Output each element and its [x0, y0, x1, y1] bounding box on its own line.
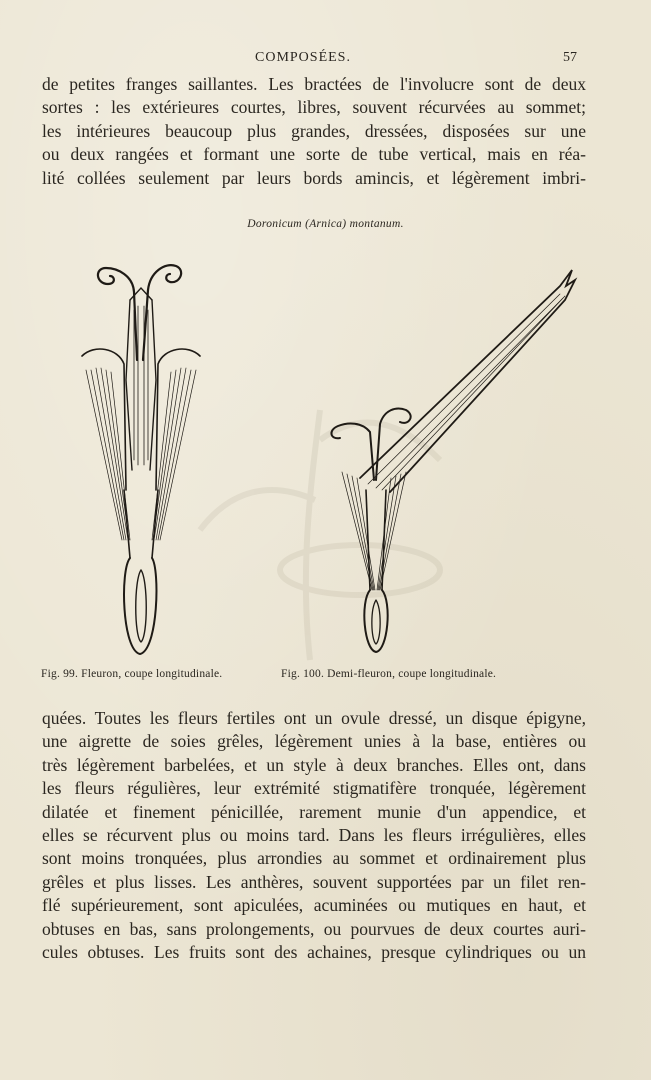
text-line: les intérieures beaucoup plus grandes, dressées, disposées sur une: [42, 120, 586, 141]
figure-title: Doronicum (Arnica) montanum.: [247, 218, 404, 230]
paragraph-bottom: [42, 707, 586, 964]
text-line: dilatée et finement pénicillée, rarement munie d'un appendice, et: [42, 801, 586, 822]
text-line: ou deux rangées et formant une sorte de tube vertical, mais en réa-: [42, 144, 586, 165]
text-line: cules obtuses. Les fruits sont des achaines, presque cylindriques ou un: [42, 941, 586, 962]
figure-100-caption: Fig. 100. Demi-fleuron, coupe longitudinale.: [281, 668, 497, 680]
text-line: elles se récurvent plus ou moins tard. Dans les fleurs irrégulières, elles: [42, 824, 586, 845]
figure-99-caption: Fig. 99. Fleuron, coupe longitudinale.: [41, 668, 223, 680]
text-line: quées. Toutes les fleurs fertiles ont un ovule dressé, un disque épigyne,: [42, 708, 586, 728]
running-head: [0, 50, 651, 70]
text-line: lité collées seulement par leurs bords amincis, et légèrement imbri-: [42, 167, 586, 188]
text-line: grêles et plus lisses. Les anthères, souvent supportées par un filet ren-: [42, 871, 586, 892]
show-through-plant: [200, 410, 440, 660]
page-number: 57: [563, 50, 577, 65]
text-line: très légèrement barbelées, et un style à deux branches. Elles ont, dans: [42, 754, 586, 775]
paragraph-top: [42, 73, 586, 190]
running-head-title: COMPOSÉES.: [255, 50, 351, 65]
text-line: obtuses en bas, sans prolongements, ou pourvues de deux courtes auri-: [42, 918, 586, 939]
text-line: les fleurs régulières, leur extrémité stigmatifère tronquée, légèrement: [42, 778, 586, 799]
text-line: flé supérieurement, sont apiculées, acuminées ou mutiques en haut, et: [42, 895, 586, 916]
text-line: une aigrette de soies grêles, légèrement unies à la base, entières ou: [42, 731, 586, 752]
floret-illustration: [60, 240, 600, 665]
text-line: sortes : les extérieures courtes, libres, souvent récurvées au sommet;: [42, 97, 586, 118]
text-line: sont moins tronquées, plus arrondies au sommet et ordinairement plus: [42, 848, 586, 869]
fig100-ray-floret: [331, 270, 575, 652]
text-line: de petites franges saillantes. Les bractées de l'involucre sont de deux: [42, 74, 586, 94]
fig99-floret: [82, 265, 200, 654]
